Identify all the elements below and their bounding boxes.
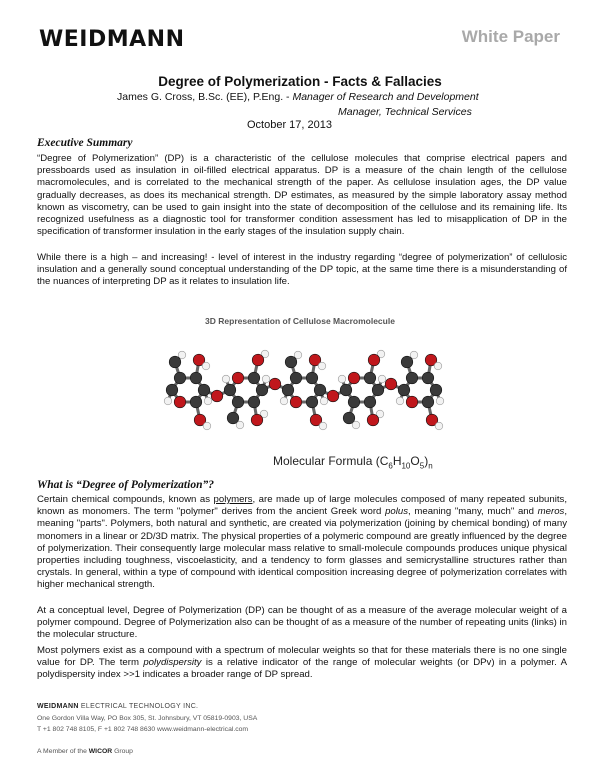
- carbon-atom: [340, 384, 352, 396]
- footer-address: One Gordon Villa Way, PO Box 305, St. Johnsbury, VT 05819-0903, USA: [37, 715, 258, 722]
- hydrogen-atom: [202, 362, 210, 370]
- molecular-formula: Molecular Formula $(C_6H_{10}O_5)_n$: [273, 454, 433, 471]
- hydrogen-atom: [352, 421, 360, 429]
- oxygen-atom: [406, 396, 418, 408]
- hydrogen-atom: [294, 351, 302, 359]
- polymers-link[interactable]: polymers: [213, 494, 253, 505]
- carbon-atom: [282, 384, 294, 396]
- what-is-dp-para-3: Most polymers exist as a compound with a spectrum of molecular weights so that for these materials there is no one single value for DP. The term polydispersity is a relative indicator of the range of molecular weights (or DPv) in a polymer. A polydispersity index >>1 indicates a broader range of DP spread.: [37, 645, 567, 681]
- author-line: [117, 91, 479, 103]
- cellulose-molecule-figure: [160, 330, 450, 450]
- carbon-atom: [248, 372, 260, 384]
- carbon-atom: [256, 384, 268, 396]
- oxygen-atom: [327, 390, 339, 402]
- carbon-atom: [190, 372, 202, 384]
- weidmann-logo: WEIDMANN: [39, 27, 185, 52]
- carbon-atom: [174, 372, 186, 384]
- carbon-atom: [406, 372, 418, 384]
- oxygen-atom: [348, 372, 360, 384]
- hydrogen-atom: [178, 351, 186, 359]
- author-role-1: Manager of Research and Development: [292, 91, 479, 103]
- carbon-atom: [166, 384, 178, 396]
- oxygen-atom: [290, 396, 302, 408]
- footer-member: A Member of the WICOR Group: [37, 748, 133, 755]
- hydrogen-atom: [236, 421, 244, 429]
- oxygen-atom: [211, 390, 223, 402]
- hydrogen-atom: [203, 422, 211, 430]
- hydrogen-atom: [222, 375, 230, 383]
- hydrogen-atom: [338, 375, 346, 383]
- carbon-atom: [248, 396, 260, 408]
- hydrogen-atom: [436, 397, 444, 405]
- carbon-atom: [364, 396, 376, 408]
- carbon-atom: [422, 396, 434, 408]
- hydrogen-atom: [410, 351, 418, 359]
- carbon-atom: [285, 356, 297, 368]
- carbon-atom: [422, 372, 434, 384]
- oxygen-atom: [367, 414, 379, 426]
- oxygen-atom: [251, 414, 263, 426]
- oxygen-atom: [232, 372, 244, 384]
- carbon-atom: [224, 384, 236, 396]
- figure-title: 3D Representation of Cellulose Macromolecule: [205, 316, 395, 326]
- exec-summary-heading: Executive Summary: [37, 137, 133, 149]
- hydrogen-atom: [204, 397, 212, 405]
- oxygen-atom: [252, 354, 264, 366]
- hydrogen-atom: [434, 362, 442, 370]
- what-is-dp-para-1: Certain chemical compounds, known as polymers, are made up of large molecules composed of many repeated subunits, known as monomers. The term "polymer" derives from the ancient Greek word polus, meaning "many, much" and meros, meaning "parts". Polymers, both natural and synthetic, are created via polymerization (joining by chemical bonding) of many monomers in a linear or 2D/3D matrix. The physical properties of a polymeric compound are greatly influenced by the degree of polymerization. Their consequently large molecular mass relative to small-molecule compounds produces unique physical properties including toughness, viscoelasticity, and a tendency to form glasses and semicrystalline structures rather than crystals. In general, within a type of compound with identical composition increasing degree of polymerization correlates with higher mechanical strength.: [37, 494, 567, 591]
- hydrogen-atom: [318, 362, 326, 370]
- carbon-atom: [348, 396, 360, 408]
- oxygen-atom: [174, 396, 186, 408]
- footer-company: WEIDMANN ELECTRICAL TECHNOLOGY INC.: [37, 703, 199, 710]
- hydrogen-atom: [280, 397, 288, 405]
- exec-summary-para-2: While there is a high – and increasing! - level of interest in the industry regarding “degree of polymerization” of cellulosic insulation and a generally sound conceptual understanding of the DP topic, at the same time there is a misunderstanding of the nuances of interpreting DP as it relates to insulation life.: [37, 252, 567, 288]
- oxygen-atom: [269, 378, 281, 390]
- carbon-atom: [306, 396, 318, 408]
- carbon-atom: [190, 396, 202, 408]
- what-is-dp-heading: What is “Degree of Polymerization”?: [37, 479, 214, 491]
- hydrogen-atom: [319, 422, 327, 430]
- carbon-atom: [198, 384, 210, 396]
- doc-date: October 17, 2013: [247, 119, 333, 131]
- carbon-atom: [430, 384, 442, 396]
- carbon-atom: [169, 356, 181, 368]
- carbon-atom: [398, 384, 410, 396]
- page-title: Degree of Polymerization - Facts & Fallacies: [158, 74, 442, 89]
- oxygen-atom: [368, 354, 380, 366]
- carbon-atom: [343, 412, 355, 424]
- footer-phones: T +1 802 748 8105, F +1 802 748 8630 www.weidmann-electrical.com: [37, 726, 249, 733]
- carbon-atom: [227, 412, 239, 424]
- hydrogen-atom: [396, 397, 404, 405]
- author-role-2: Manager, Technical Services: [338, 106, 472, 118]
- doc-type-label: White Paper: [461, 27, 560, 46]
- carbon-atom: [314, 384, 326, 396]
- what-is-dp-para-2: At a conceptual level, Degree of Polymerization (DP) can be thought of as a measure of the average molecular weight of a polymer compound. Degree of Polymerization also can be thought of as a measure of the number of repeating units (links) in the molecular structure.: [37, 605, 567, 641]
- carbon-atom: [401, 356, 413, 368]
- carbon-atom: [306, 372, 318, 384]
- carbon-atom: [364, 372, 376, 384]
- hydrogen-atom: [320, 397, 328, 405]
- carbon-atom: [372, 384, 384, 396]
- hydrogen-atom: [435, 422, 443, 430]
- hydrogen-atom: [262, 375, 270, 383]
- carbon-atom: [290, 372, 302, 384]
- exec-summary-para-1: “Degree of Polymerization” (DP) is a characteristic of the cellulose molecules that comprise electrical papers and pressboards used as insulation in oil-filled electrical apparatus. DP is a measure of the chain length of the cellulose macromolecules, and is correlated to the mechanical strength of the paper. As cellulose insulation ages, the DP value gradually decreases, as does its mechanical strength. DP estimates, as measured by the simple laboratory assay method known as viscometry, can be used to gain insight into the state of decomposition of the cellulose and its remaining life. Its recognized usefulness as a diagnostic tool for transformer condition assessment has led to misapplication of DP in the specification of transformer insulation in the early stages of the insulation supply chain.: [37, 153, 567, 238]
- oxygen-atom: [385, 378, 397, 390]
- hydrogen-atom: [378, 375, 386, 383]
- author-name: James G. Cross, B.Sc. (EE), P.Eng. -: [117, 91, 290, 103]
- hydrogen-atom: [164, 397, 172, 405]
- carbon-atom: [232, 396, 244, 408]
